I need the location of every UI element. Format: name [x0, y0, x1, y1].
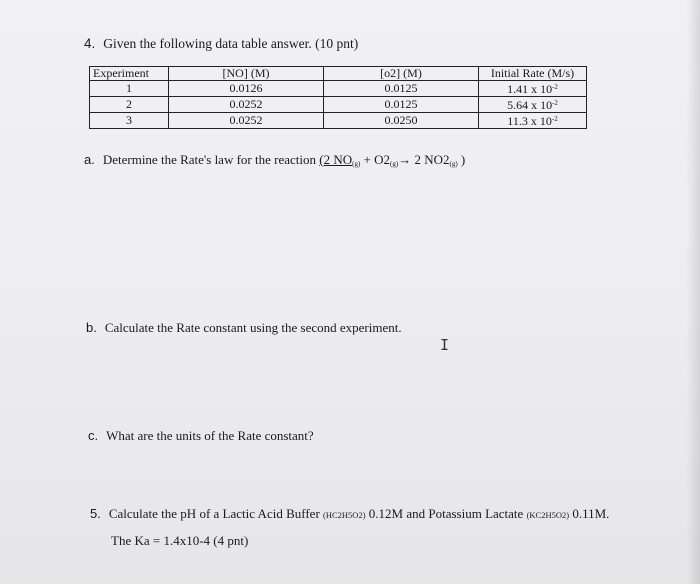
text-cursor-icon: I [440, 336, 450, 354]
question-4 [84, 36, 358, 51]
header-o2-conc: [o2] (M) [324, 67, 479, 81]
question-a-label: a. [84, 152, 95, 167]
header-no-conc: [NO] (M) [169, 67, 324, 81]
cell-rate: 11.3 x $10^{-2}$ [479, 113, 587, 129]
question-b-label: b. [86, 320, 97, 335]
cell-o2: 0.0125 [324, 81, 479, 97]
cell-o2: 0.0125 [324, 97, 479, 113]
arrow-icon: → [398, 152, 412, 167]
page-shadow [686, 0, 700, 584]
table-row [90, 81, 587, 97]
cell-experiment: 2 [90, 97, 169, 113]
cell-experiment: 3 [90, 113, 169, 129]
data-table [89, 66, 587, 129]
acid-formula: (HC2H5O2) [323, 510, 366, 520]
question-b-text: Calculate the Rate constant using the second experiment. [104, 320, 402, 335]
question-4-number: 4. [84, 36, 96, 51]
cell-no: 0.0126 [169, 81, 324, 97]
cell-rate: 5.64 x $10^{-2}$ [479, 97, 587, 113]
salt-formula: (KC2H5O2) [526, 510, 570, 520]
header-initial-rate: Initial Rate (M/s) [479, 67, 587, 81]
cell-no: 0.0252 [169, 113, 324, 129]
question-b [86, 320, 402, 335]
reaction-equation: (2 $NO_{(g)} + O2_{(g)}\to 2$ $NO2_{(g)}$ ) [319, 152, 466, 168]
cell-rate: 1.41 x $10^{-2}$ [479, 81, 587, 97]
question-c-text: What are the units of the Rate constant? [106, 428, 314, 443]
question-a [84, 152, 465, 172]
cell-o2: 0.0250 [324, 113, 479, 129]
table-row [90, 97, 587, 113]
question-4-text: Given the following data table answer. (10 pnt) [103, 36, 359, 51]
question-5-number: 5. [90, 506, 101, 521]
cell-experiment: 1 [90, 81, 169, 97]
question-c [88, 428, 314, 443]
question-a-text: Determine the Rate's law for the reaction [102, 152, 316, 167]
cell-no: 0.0252 [169, 97, 324, 113]
header-experiment: Experiment [90, 67, 169, 81]
table-header-row [90, 67, 587, 81]
table-row [90, 113, 587, 129]
question-5: 5. Calculate the pH of a Lactic Acid Buffer (HC2H5O2) 0.12M and Potassium Lactate (KC2H5O2) 0.11M. [90, 506, 610, 521]
question-5-ka: The Ka = 1.4x10-4 (4 pnt) [111, 533, 249, 548]
question-c-label: c. [88, 428, 99, 443]
